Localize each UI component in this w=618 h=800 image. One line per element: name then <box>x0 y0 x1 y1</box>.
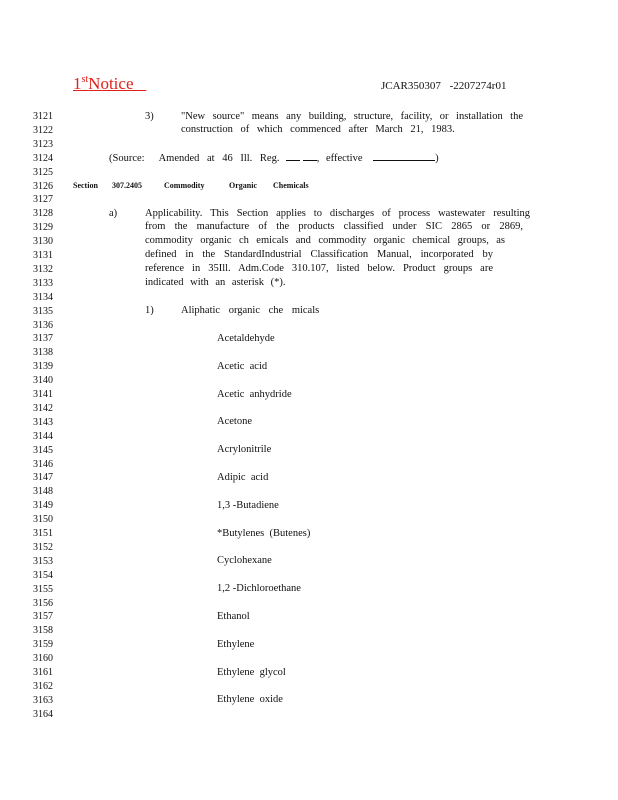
line-number: 3122 <box>33 124 53 136</box>
applicability-line-5: reference in 35Ill. Adm.Code 310.107, listed below. Product groups are <box>145 263 493 274</box>
line-number: 3152 <box>33 541 53 553</box>
line-number: 3124 <box>33 152 53 164</box>
chemical-item: Acrylonitrile <box>217 444 272 456</box>
line-number: 3129 <box>33 222 53 234</box>
applicability-line-2: from the manufacture of the products classified under SIC 2865 or 2869, <box>145 221 523 232</box>
line-number: 3127 <box>33 194 53 206</box>
chemical-item: Ethanol <box>217 611 250 622</box>
source-text: Amended at 46 Ill. Reg. <box>158 153 280 164</box>
applicability-line-1: Applicability. This Section applies to discharges of process wastewater resulting <box>145 208 530 219</box>
line-number: 3136 <box>33 319 53 331</box>
applicability-marker: a) <box>109 208 118 219</box>
line-number: 3140 <box>33 375 53 387</box>
chemical-item: *Butylenes (Butenes) <box>217 527 311 539</box>
line-number: 3132 <box>33 263 53 275</box>
line-number: 3141 <box>33 389 53 400</box>
line-number: 3128 <box>33 208 53 220</box>
subsection-title: Aliphatic organic che micals <box>181 305 320 316</box>
chemical-item: 1,3 -Butadiene <box>217 499 279 511</box>
line-number: 3146 <box>33 458 53 470</box>
source-close: ) <box>435 153 439 164</box>
line-number: 3151 <box>33 528 53 539</box>
line-number: 3137 <box>33 333 53 345</box>
chemical-item: Acetic acid <box>217 360 268 372</box>
line-number: 3158 <box>33 625 53 637</box>
line-number: 3162 <box>33 680 53 692</box>
chemical-item: Ethylene <box>217 638 255 650</box>
line-number: 3123 <box>33 138 53 150</box>
source-effective: effective <box>325 153 363 164</box>
definition-line-1: "New source" means any building, structure, facility, or installation the <box>181 111 523 122</box>
chemical-item: Cyclohexane <box>217 555 272 567</box>
line-number: 3131 <box>33 250 53 261</box>
line-number: 3159 <box>33 639 53 651</box>
line-number: 3148 <box>33 486 53 498</box>
register-blank-1 <box>286 151 300 161</box>
line-number: 3133 <box>33 277 53 289</box>
line-number: 3135 <box>33 305 53 317</box>
section-title-word-3: Chemicals <box>273 181 309 190</box>
subsection-marker: 1) <box>145 305 154 316</box>
section-title-word-2: Organic <box>229 181 257 190</box>
line-number: 3139 <box>33 361 53 373</box>
chemical-item: Acetone <box>217 416 252 428</box>
section-label: Section <box>73 181 98 190</box>
jcar-code: JCAR350307 -2207274r01 <box>381 80 507 92</box>
definition-line-2: construction of which commenced after March 21, 1983. <box>181 124 455 135</box>
notice-label: 1stNotice <box>73 74 134 93</box>
source-open: (Source: <box>109 153 145 164</box>
source-sep: , <box>316 153 320 164</box>
chemical-item: Ethylene glycol <box>217 666 286 678</box>
line-number: 3149 <box>33 500 53 512</box>
chemical-item: Acetaldehyde <box>217 333 275 344</box>
line-number: 3153 <box>33 555 53 567</box>
chemical-item: 1,2 -Dichloroethane <box>217 583 301 595</box>
source-note <box>109 151 439 165</box>
line-number: 3157 <box>33 611 53 623</box>
chemical-item: Ethylene oxide <box>217 694 283 706</box>
line-number: 3164 <box>33 708 53 720</box>
chemical-item: Acetic anhydride <box>217 388 292 400</box>
line-number: 3160 <box>33 653 53 665</box>
section-title-word-1: Commodity <box>164 181 205 190</box>
line-number: 3142 <box>33 402 53 414</box>
line-number: 3150 <box>33 514 53 526</box>
chemical-item: Adipic acid <box>217 472 269 483</box>
line-number: 3138 <box>33 347 53 359</box>
applicability-line-4: defined in the StandardIndustrial Classification Manual, incorporated by <box>145 249 493 260</box>
line-number: 3144 <box>33 430 53 442</box>
line-number: 3143 <box>33 416 53 428</box>
effective-blank <box>373 151 435 161</box>
line-number: 3121 <box>33 111 53 122</box>
line-number: 3163 <box>33 694 53 706</box>
line-number: 3134 <box>33 291 53 303</box>
section-number: 307.2405 <box>112 181 142 190</box>
line-number: 3145 <box>33 444 53 456</box>
applicability-line-6: indicated with an asterisk (*). <box>145 277 286 288</box>
line-number: 3155 <box>33 583 53 595</box>
applicability-line-3: commodity organic ch emicals and commodity organic chemical groups, as <box>145 235 505 246</box>
line-number: 3147 <box>33 472 53 484</box>
line-number: 3156 <box>33 597 53 609</box>
line-number: 3161 <box>33 667 53 678</box>
line-number: 3154 <box>33 569 53 581</box>
definition-marker: 3) <box>145 111 154 122</box>
line-number: 3125 <box>33 166 53 178</box>
line-number: 3126 <box>33 180 53 192</box>
register-blank-2 <box>303 151 317 161</box>
line-number: 3130 <box>33 236 53 248</box>
